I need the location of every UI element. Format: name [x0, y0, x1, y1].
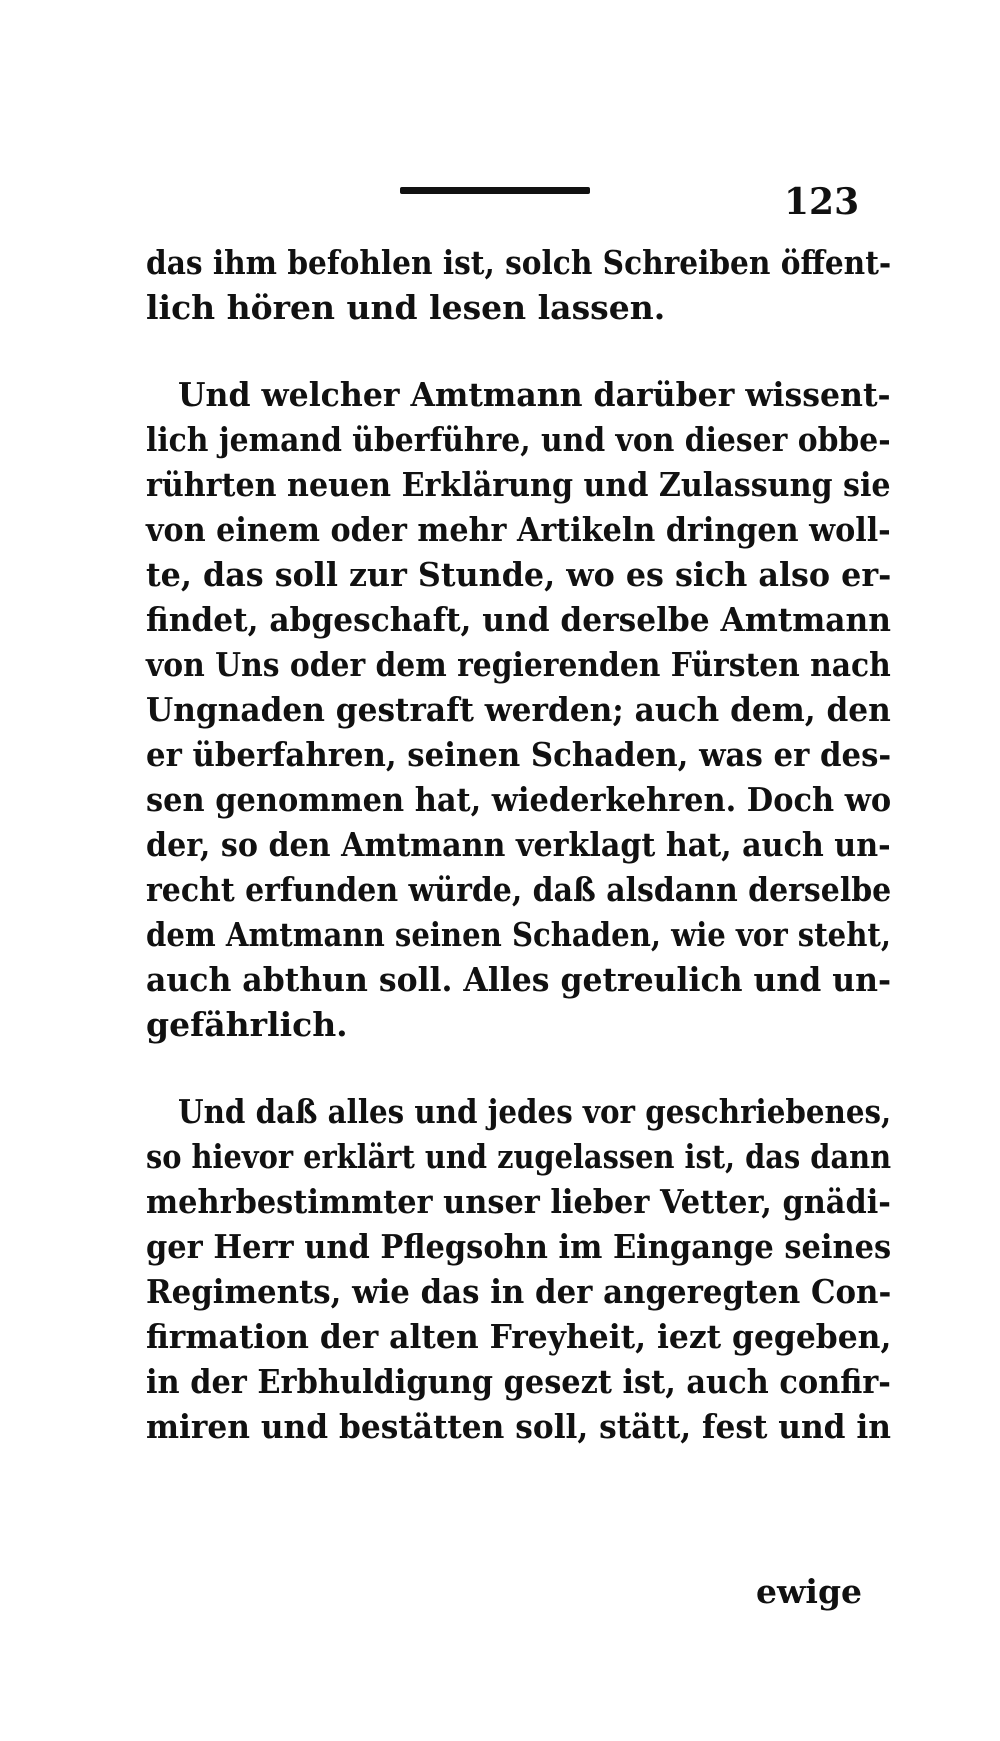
text-line: lich jemand überführe, und von dieser obbe-: [146, 420, 891, 459]
text-line: Und welcher Amtmann darüber wissent-: [178, 375, 891, 414]
text-line: te, das soll zur Stunde, wo es sich also er-: [146, 555, 892, 594]
text-line: miren und bestätten soll, stätt, fest und in: [146, 1407, 891, 1446]
text-line: Und daß alles und jedes vor geschriebenes,: [178, 1092, 892, 1131]
text-line: lich hören und lesen lassen.: [146, 288, 666, 327]
text-line: von Uns oder dem regierenden Fürsten nach: [146, 645, 891, 684]
text-line: ger Herr und Pflegsohn im Eingange seines: [146, 1227, 892, 1266]
text-line: gefährlich.: [146, 1005, 348, 1044]
text-line: in der Erbhuldigung gesezt ist, auch confir-: [146, 1362, 891, 1401]
text-line: recht erfunden würde, daß alsdann derselbe: [146, 870, 892, 909]
text-line: auch abthun soll. Alles getreulich und un-: [146, 960, 892, 999]
text-line: das ihm befohlen ist, solch Schreiben öffent-: [146, 243, 892, 282]
text-line: Ungnaden gestraft werden; auch dem, den: [146, 690, 891, 729]
text-line: findet, abgeschaft, und derselbe Amtmann: [146, 600, 891, 639]
text-line: sen genommen hat, wiederkehren. Doch wo: [146, 780, 892, 819]
text-line: so hievor erklärt und zugelassen ist, das dann: [146, 1137, 892, 1176]
text-line: rührten neuen Erklärung und Zulassung sie: [146, 465, 891, 504]
page-number: 123: [784, 181, 860, 223]
header-rule: [400, 187, 590, 194]
text-line: firmation der alten Freyheit, iezt gegeben,: [146, 1317, 892, 1356]
text-line: von einem oder mehr Artikeln dringen woll-: [146, 510, 891, 549]
text-line: dem Amtmann seinen Schaden, wie vor steht,: [146, 915, 891, 954]
text-line: er überfahren, seinen Schaden, was er des-: [146, 735, 892, 774]
text-line: mehrbestimmter unser lieber Vetter, gnädi-: [146, 1182, 891, 1221]
catchword: ewige: [756, 1572, 863, 1611]
text-line: Regiments, wie das in der angeregten Con-: [146, 1272, 892, 1311]
text-line: der, so den Amtmann verklagt hat, auch un-: [146, 825, 891, 864]
